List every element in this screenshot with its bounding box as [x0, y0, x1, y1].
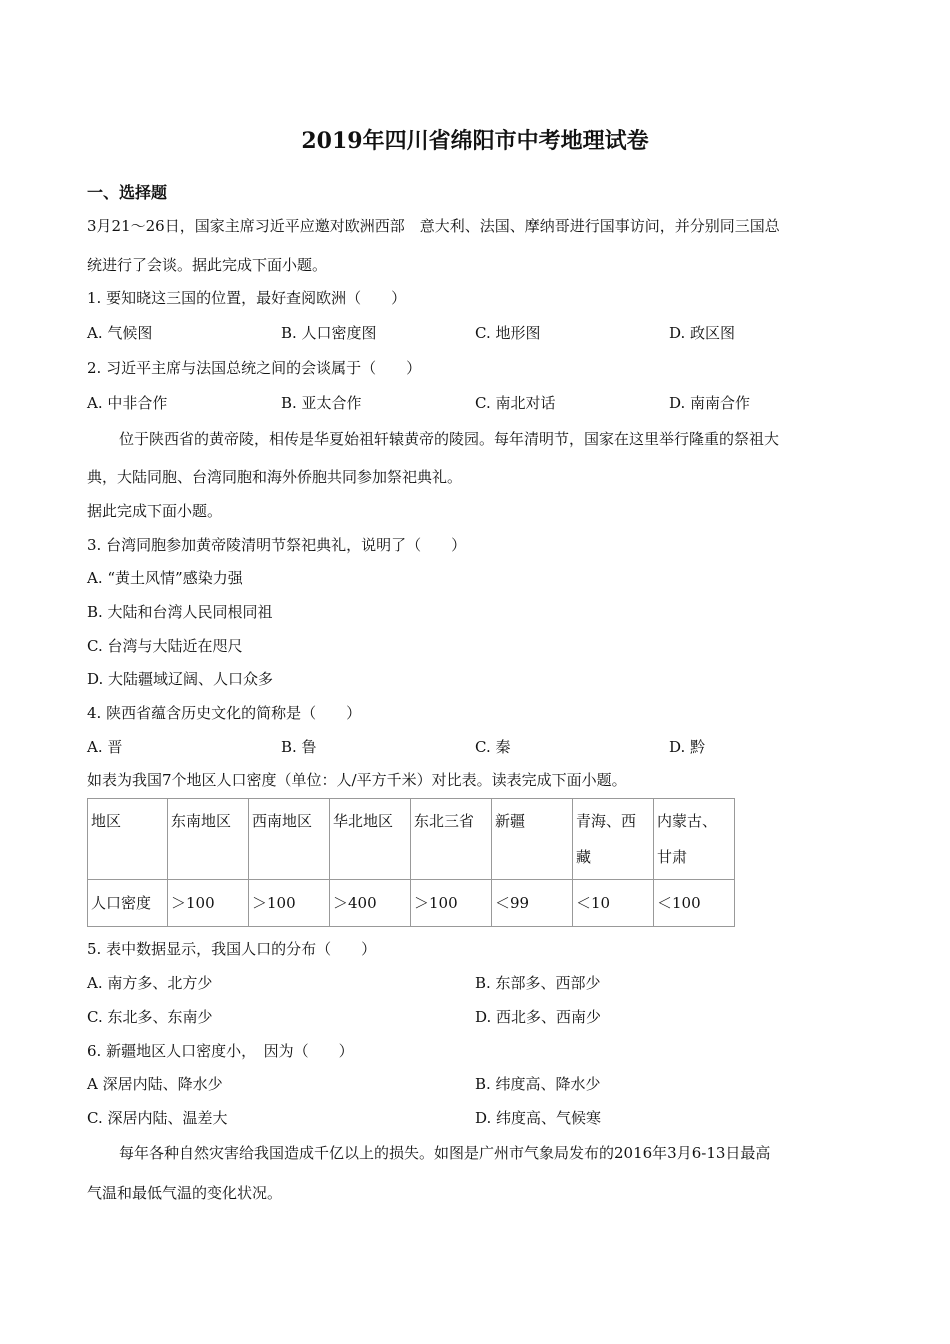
- q4-option-b: B. 鲁: [281, 738, 317, 756]
- page-title: 2019年四川省绵阳市中考地理试卷: [301, 128, 649, 154]
- table-header-cell: 华北地区: [330, 799, 411, 880]
- intro-paragraph-line: 典，大陆同胞、台湾同胞和海外侨胞共同参加祭祀典礼。: [87, 468, 463, 486]
- table-header-cell: 西南地区: [249, 799, 330, 880]
- table-cell: ＜10: [573, 880, 654, 927]
- intro-paragraph-line: 气温和最低气温的变化状况。: [87, 1184, 283, 1202]
- q4-option-d: D. 黔: [669, 738, 706, 756]
- intro-paragraph-line: 3月21～26日，国家主席习近平应邀对欧洲西部 意大利、法国、摩纳哥进行国事访问，并分别同三国总: [87, 217, 780, 235]
- table-header-cell: 地区: [88, 799, 168, 880]
- question-1-stem: 1. 要知晓这三国的位置，最好查阅欧洲（ ）: [87, 289, 407, 307]
- table-cell: ＞100: [411, 880, 492, 927]
- table-header-cell: 新疆: [492, 799, 573, 880]
- table-cell: ＞100: [249, 880, 330, 927]
- table-cell: ＞400: [330, 880, 411, 927]
- table-cell: ＜100: [654, 880, 735, 927]
- table-cell: 人口密度: [88, 880, 168, 927]
- q6-option-c: C. 深居内陆、温差大: [87, 1109, 228, 1127]
- population-density-table: [87, 798, 735, 927]
- intro-paragraph-line: 位于陕西省的黄帝陵，相传是华夏始祖轩辕黄帝的陵园。每年清明节，国家在这里举行隆重的祭祖大: [119, 430, 780, 448]
- table-header-cell: [654, 799, 735, 880]
- table-header-cell: [573, 799, 654, 880]
- section-heading: 一、选择题: [87, 183, 168, 202]
- q2-option-d: D. 南南合作: [669, 394, 751, 412]
- q1-option-b: B. 人口密度图: [281, 324, 377, 342]
- q3-option-a: A. “黄土风情”感染力强: [87, 569, 243, 587]
- intro-paragraph-line: 统进行了会谈。据此完成下面小题。: [87, 256, 328, 274]
- header-line: 内蒙古、: [657, 812, 718, 830]
- q3-option-b: B. 大陆和台湾人民同根同祖: [87, 603, 273, 621]
- q2-option-a: A. 中非合作: [87, 394, 168, 412]
- intro-paragraph-line: 据此完成下面小题。: [87, 502, 223, 520]
- question-2-stem: 2. 习近平主席与法国总统之间的会谈属于（ ）: [87, 359, 422, 377]
- q2-option-c: C. 南北对话: [475, 394, 556, 412]
- q3-option-c: C. 台湾与大陆近在咫尺: [87, 637, 243, 655]
- q2-option-b: B. 亚太合作: [281, 394, 362, 412]
- table-row: [88, 880, 735, 927]
- q4-option-c: C. 秦: [475, 738, 511, 756]
- q3-option-d: D. 大陆疆域辽阔、人口众多: [87, 670, 274, 688]
- q6-option-b: B. 纬度高、降水少: [475, 1075, 601, 1093]
- q4-option-a: A. 晋: [87, 738, 123, 756]
- header-line: 青海、西: [576, 812, 637, 830]
- question-4-stem: 4. 陕西省蕴含历史文化的简称是（ ）: [87, 704, 362, 722]
- question-5-stem: 5. 表中数据显示，我国人口的分布（ ）: [87, 940, 377, 958]
- intro-paragraph-line: 每年各种自然灾害给我国造成千亿以上的损失。如图是广州市气象局发布的2016年3月6-13日最高: [119, 1144, 771, 1162]
- table-cell: ＜99: [492, 880, 573, 927]
- q1-option-a: A. 气候图: [87, 324, 153, 342]
- q1-option-c: C. 地形图: [475, 324, 541, 342]
- question-6-stem: 6. 新疆地区人口密度小， 因为（ ）: [87, 1042, 354, 1060]
- q6-option-a: A 深居内陆、降水少: [87, 1075, 223, 1093]
- header-line: 甘肃: [657, 848, 688, 866]
- table-header-row: [88, 799, 735, 880]
- q5-option-d: D. 西北多、西南少: [475, 1008, 602, 1026]
- table-cell: ＞100: [168, 880, 249, 927]
- header-line: 藏: [576, 848, 592, 866]
- table-header-cell: 东北三省: [411, 799, 492, 880]
- q5-option-c: C. 东北多、东南少: [87, 1008, 213, 1026]
- table-intro: 如表为我国7个地区人口密度（单位：人/平方千米）对比表。读表完成下面小题。: [87, 771, 627, 789]
- q5-option-a: A. 南方多、北方少: [87, 974, 213, 992]
- q1-option-d: D. 政区图: [669, 324, 736, 342]
- question-3-stem: 3. 台湾同胞参加黄帝陵清明节祭祀典礼，说明了（ ）: [87, 536, 467, 554]
- table-header-cell: 东南地区: [168, 799, 249, 880]
- q5-option-b: B. 东部多、西部少: [475, 974, 601, 992]
- q6-option-d: D. 纬度高、气候寒: [475, 1109, 602, 1127]
